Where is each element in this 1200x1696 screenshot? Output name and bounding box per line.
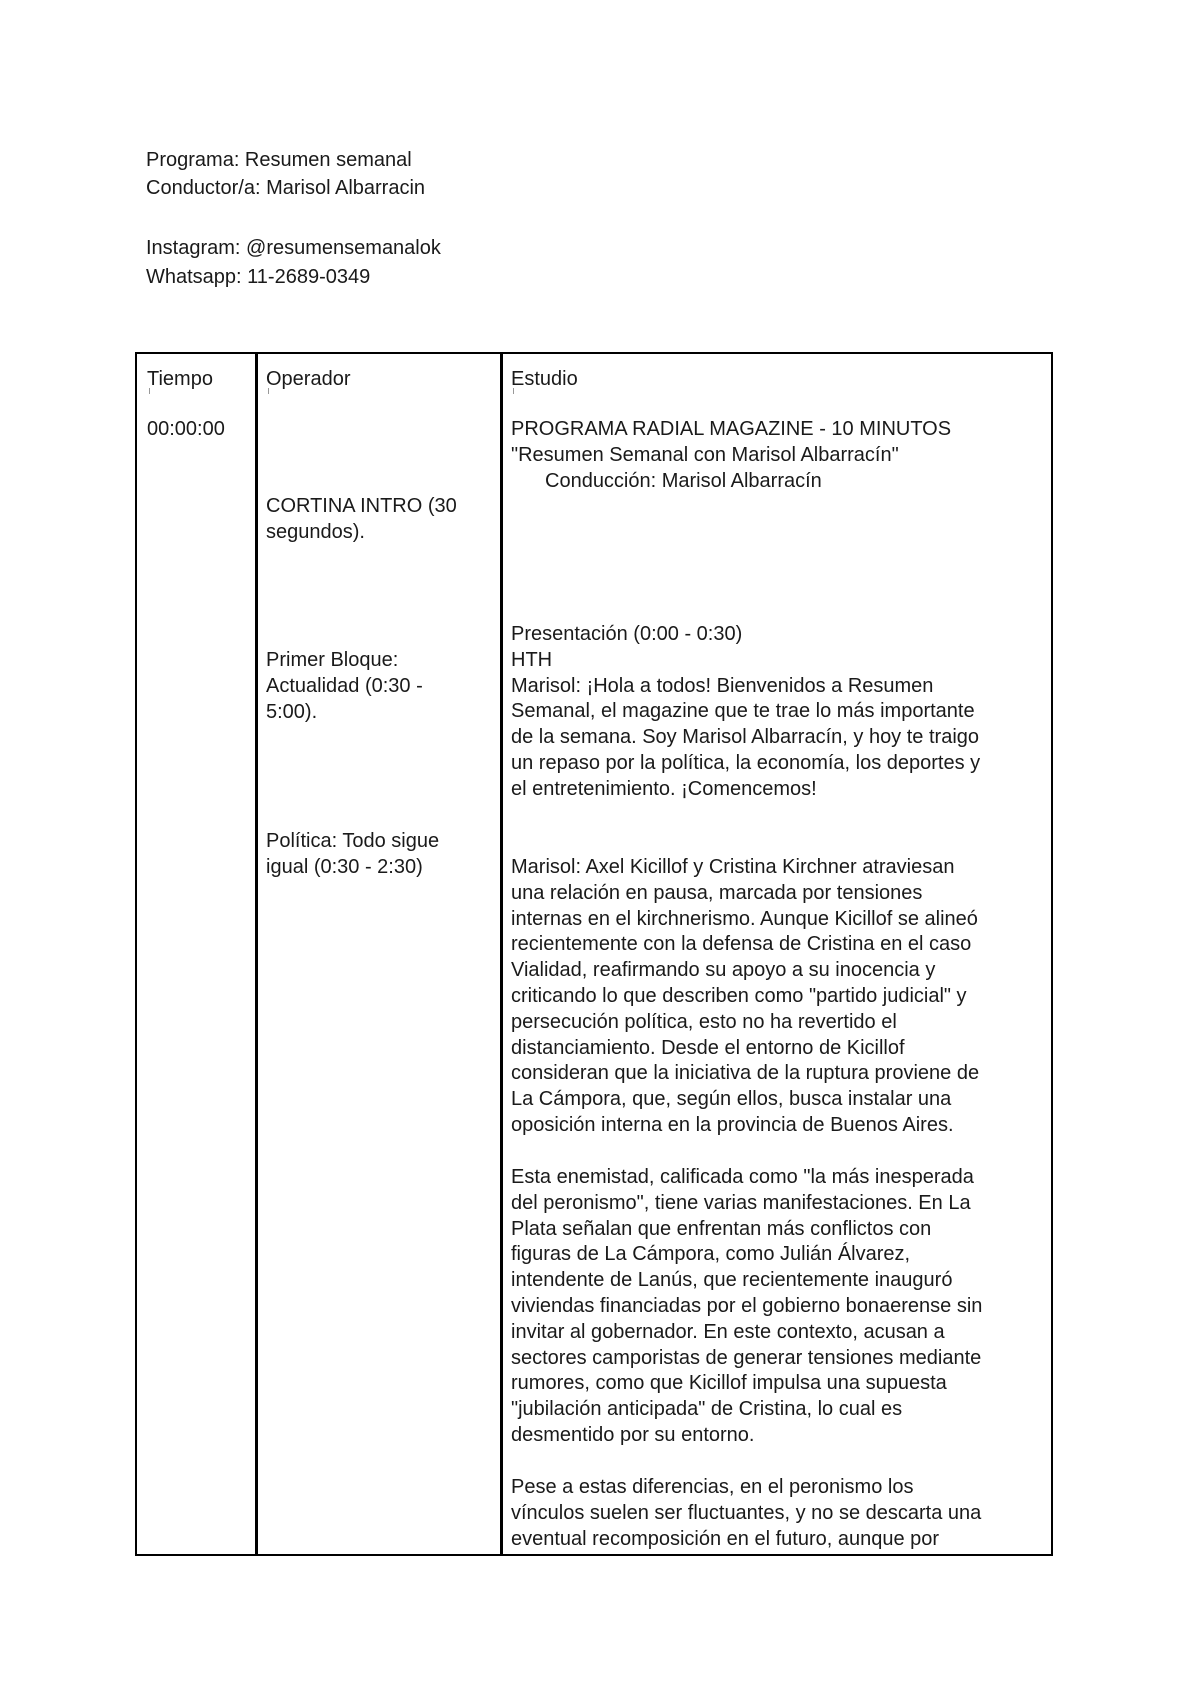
operador-cortina bbox=[266, 494, 457, 546]
text-line: Esta enemistad, calificada como "la más inesperada bbox=[511, 1166, 974, 1188]
conduccion-line: Conducción: Marisol Albarracín bbox=[545, 469, 822, 492]
operador-politica bbox=[266, 829, 439, 881]
text-line: consideran que la iniciativa de la ruptura proviene de bbox=[511, 1062, 980, 1085]
text-line: persecución política, esto no ha revertido el bbox=[511, 1010, 897, 1033]
text-line: invitar al gobernador. En este contexto, acusan a bbox=[511, 1320, 945, 1343]
text-line: recientemente con la defensa de Cristina en el caso bbox=[511, 933, 972, 956]
text-line: "jubilación anticipada" de Cristina, lo cual es bbox=[511, 1398, 903, 1421]
text-line: Plata señalan que enfrentan más conflictos con bbox=[511, 1217, 932, 1240]
programa-line: Programa: Resumen semanal bbox=[146, 149, 412, 171]
text-line: igual (0:30 - 2:30) bbox=[266, 855, 423, 878]
text-line: HTH bbox=[511, 648, 553, 671]
estudio-paragraph-1 bbox=[511, 855, 979, 1139]
text-line: Marisol: Axel Kicillof y Cristina Kirchner atraviesan bbox=[511, 856, 955, 878]
text-line: "Resumen Semanal con Marisol Albarracín" bbox=[511, 443, 899, 466]
text-line: vínculos suelen ser fluctuantes, y no se descarta una bbox=[511, 1501, 982, 1524]
script-table bbox=[135, 352, 1053, 1556]
text-line: rumores, como que Kicillof impulsa una supuesta bbox=[511, 1372, 947, 1395]
text-line: de la semana. Soy Marisol Albarracín, y hoy te traigo bbox=[511, 726, 980, 749]
text-line: un repaso por la política, la economía, los deportes y bbox=[511, 751, 981, 774]
column-divider bbox=[255, 354, 258, 1554]
column-header-operador: Operador bbox=[266, 368, 351, 390]
time-start: 00:00:00 bbox=[147, 418, 225, 440]
instagram-line: Instagram: @resumensemanalok bbox=[146, 237, 441, 259]
text-line: criticando lo que describen como "partido judicial" y bbox=[511, 984, 967, 1007]
column-header-estudio: Estudio bbox=[511, 368, 578, 390]
estudio-paragraph-3 bbox=[511, 1475, 981, 1552]
text-line: internas en el kirchnerismo. Aunque Kicillof se alineó bbox=[511, 907, 978, 930]
text-line: una relación en pausa, marcada por tensiones bbox=[511, 881, 923, 904]
column-divider bbox=[500, 354, 503, 1554]
estudio-title-block bbox=[511, 417, 951, 494]
text-line: oposición interna en la provincia de Buenos Aires. bbox=[511, 1113, 954, 1136]
text-line: el entretenimiento. ¡Comencemos! bbox=[511, 777, 817, 800]
text-line: Pese a estas diferencias, en el peronismo los bbox=[511, 1476, 914, 1498]
text-line: PROGRAMA RADIAL MAGAZINE - 10 MINUTOS bbox=[511, 418, 952, 440]
text-line: 5:00). bbox=[266, 700, 318, 723]
text-line: figuras de La Cámpora, como Julián Álvarez, bbox=[511, 1243, 911, 1266]
text-line: eventual recomposición en el futuro, aunque por bbox=[511, 1527, 940, 1550]
text-line: Actualidad (0:30 - bbox=[266, 674, 423, 697]
conductor-line: Conductor/a: Marisol Albarracin bbox=[146, 177, 426, 199]
text-line: viviendas financiadas por el gobierno bonaerense sin bbox=[511, 1294, 983, 1317]
text-line: sectores camporistas de generar tensiones mediante bbox=[511, 1346, 982, 1369]
text-line: segundos). bbox=[266, 520, 365, 543]
text-line: distanciamiento. Desde el entorno de Kicillof bbox=[511, 1036, 905, 1059]
text-line: Política: Todo sigue bbox=[266, 830, 440, 852]
text-line: del peronismo", tiene varias manifestaciones. En La bbox=[511, 1191, 971, 1214]
column-header-tiempo: Tiempo bbox=[147, 368, 213, 390]
text-line: Marisol: ¡Hola a todos! Bienvenidos a Resumen bbox=[511, 674, 934, 697]
operador-primer-bloque bbox=[266, 648, 423, 725]
whatsapp-line: Whatsapp: 11-2689-0349 bbox=[146, 266, 371, 288]
text-line: CORTINA INTRO (30 bbox=[266, 495, 457, 517]
estudio-presentacion bbox=[511, 622, 980, 803]
estudio-paragraph-2 bbox=[511, 1165, 982, 1449]
text-line: Primer Bloque: bbox=[266, 649, 399, 671]
text-line: desmentido por su entorno. bbox=[511, 1423, 755, 1446]
text-line: Semanal, el magazine que te trae lo más importante bbox=[511, 700, 975, 723]
text-line: Vialidad, reafirmando su apoyo a su inocencia y bbox=[511, 959, 936, 982]
text-line: intendente de Lanús, que recientemente inauguró bbox=[511, 1269, 953, 1292]
text-line: Presentación (0:00 - 0:30) bbox=[511, 623, 743, 645]
text-line: La Cámpora, que, según ellos, busca instalar una bbox=[511, 1088, 952, 1111]
